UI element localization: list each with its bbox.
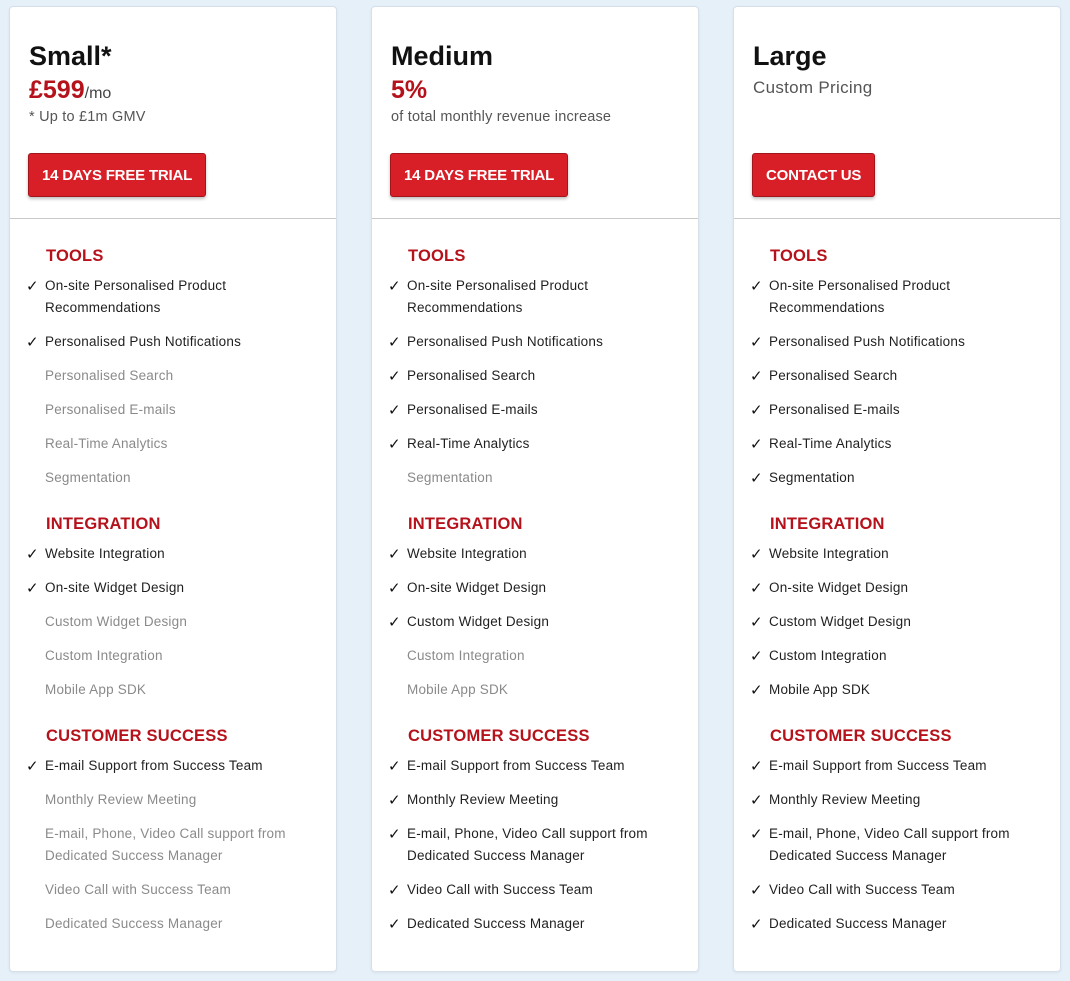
feature-label: Video Call with Success Team [769,882,955,897]
section-title: TOOLS [46,247,104,265]
section-items [372,755,698,935]
feature-item [734,365,1060,387]
section-title: INTEGRATION [770,515,885,533]
feature-label: On-site Widget Design [769,580,909,595]
check-icon: ✓ [750,881,763,899]
feature-label: Real-Time Analytics [45,436,168,451]
feature-item [372,399,698,421]
feature-item [372,913,698,935]
card-header [372,7,698,219]
check-icon: ✓ [750,791,763,809]
feature-list [372,219,698,935]
feature-label: E-mail, Phone, Video Call support from Dedicated Success Manager [45,826,286,863]
check-icon: ✓ [750,367,763,385]
section-title: CUSTOMER SUCCESS [408,727,590,745]
check-icon: ✓ [26,757,39,775]
feature-item [734,789,1060,811]
feature-label: Personalised Push Notifications [45,334,242,349]
custom-pricing-label: Custom Pricing [753,78,873,97]
feature-label: Real-Time Analytics [769,436,892,451]
feature-label: Personalised Push Notifications [769,334,966,349]
feature-label: Mobile App SDK [45,682,147,697]
check-icon: ✓ [26,277,39,295]
plan-name: Small* [29,41,112,71]
plan-price: £599 [29,76,85,104]
feature-label: On-site Personalised Product Recommendations [769,278,951,315]
check-icon: ✓ [750,613,763,631]
check-icon: ✓ [388,435,401,453]
feature-item [10,645,336,667]
feature-item [10,331,336,353]
free-trial-button[interactable]: 14 DAYS FREE TRIAL [28,153,206,197]
feature-label: Mobile App SDK [407,682,509,697]
feature-label: On-site Widget Design [45,580,185,595]
check-icon: ✓ [26,579,39,597]
feature-label: Monthly Review Meeting [45,792,197,807]
feature-label: Website Integration [769,546,889,561]
feature-item [372,543,698,565]
price-note: * Up to £1m GMV [29,109,146,125]
check-icon: ✓ [388,401,401,419]
contact-us-button[interactable]: CONTACT US [752,153,875,197]
feature-item [10,543,336,565]
pricing-card-medium [371,6,699,972]
feature-item [372,755,698,777]
card-header [10,7,336,219]
feature-item [372,789,698,811]
section-items [734,275,1060,489]
feature-label: Video Call with Success Team [45,882,231,897]
plan-name: Large [753,41,827,71]
check-icon: ✓ [750,469,763,487]
price-unit: /mo [84,85,112,102]
section-items [734,543,1060,701]
check-icon: ✓ [750,579,763,597]
feature-item [734,679,1060,701]
feature-label: E-mail, Phone, Video Call support from Dedicated Success Manager [769,826,1010,863]
feature-label: Personalised Search [45,368,174,383]
section-items [10,275,336,489]
feature-label: Personalised E-mails [769,402,900,417]
section-items [372,275,698,489]
card-header [734,7,1060,219]
feature-label: Custom Integration [407,648,525,663]
check-icon: ✓ [388,791,401,809]
feature-item [372,275,698,319]
feature-item [734,611,1060,633]
check-icon: ✓ [388,757,401,775]
pricing-card-large [733,6,1061,972]
feature-item [10,823,336,867]
feature-item [734,399,1060,421]
feature-item [734,275,1060,319]
check-icon: ✓ [388,881,401,899]
check-icon: ✓ [750,915,763,933]
feature-label: Dedicated Success Manager [407,916,585,931]
section-items [372,543,698,701]
feature-label: On-site Widget Design [407,580,547,595]
section-items [10,755,336,935]
feature-label: Real-Time Analytics [407,436,530,451]
feature-item [734,433,1060,455]
check-icon: ✓ [750,277,763,295]
check-icon: ✓ [750,647,763,665]
section-items [10,543,336,701]
feature-label: Personalised Search [407,368,536,383]
check-icon: ✓ [388,545,401,563]
feature-item [372,365,698,387]
feature-item [10,275,336,319]
section-title: INTEGRATION [46,515,161,533]
check-icon: ✓ [388,825,401,843]
check-icon: ✓ [750,401,763,419]
feature-label: Mobile App SDK [769,682,871,697]
price-note: of total monthly revenue increase [391,109,612,125]
feature-label: Custom Widget Design [769,614,912,629]
feature-item [372,879,698,901]
feature-item [10,467,336,489]
section-title: TOOLS [408,247,466,265]
check-icon: ✓ [388,915,401,933]
feature-label: Custom Integration [45,648,163,663]
feature-item [734,823,1060,867]
feature-label: Personalised E-mails [45,402,176,417]
plan-name: Medium [391,41,494,71]
feature-label: Dedicated Success Manager [45,916,223,931]
feature-label: Segmentation [407,470,493,485]
feature-item [734,331,1060,353]
check-icon: ✓ [388,367,401,385]
check-icon: ✓ [388,613,401,631]
section-title: TOOLS [770,247,828,265]
check-icon: ✓ [750,757,763,775]
feature-item [372,433,698,455]
feature-item [372,645,698,667]
feature-item [372,577,698,599]
check-icon: ✓ [26,333,39,351]
feature-item [372,467,698,489]
check-icon: ✓ [750,825,763,843]
feature-item [10,913,336,935]
feature-item [10,789,336,811]
feature-label: Segmentation [769,470,855,485]
feature-item [372,823,698,867]
feature-label: Dedicated Success Manager [769,916,947,931]
feature-item [372,331,698,353]
feature-label: Monthly Review Meeting [407,792,559,807]
feature-list [734,219,1060,935]
price-line [391,76,698,104]
feature-item [734,879,1060,901]
free-trial-button[interactable]: 14 DAYS FREE TRIAL [390,153,568,197]
section-items [734,755,1060,935]
check-icon: ✓ [388,277,401,295]
feature-item [734,913,1060,935]
feature-label: E-mail Support from Success Team [769,758,987,773]
feature-item [372,611,698,633]
pricing-card-small [9,6,337,972]
feature-item [10,755,336,777]
feature-item [734,645,1060,667]
feature-label: Video Call with Success Team [407,882,593,897]
feature-label: Website Integration [45,546,165,561]
feature-item [372,679,698,701]
price-line [29,76,336,104]
feature-label: Segmentation [45,470,131,485]
check-icon: ✓ [388,579,401,597]
feature-label: Personalised E-mails [407,402,538,417]
check-icon: ✓ [26,545,39,563]
feature-item [10,433,336,455]
feature-label: Website Integration [407,546,527,561]
feature-label: E-mail, Phone, Video Call support from Dedicated Success Manager [407,826,648,863]
feature-label: Custom Widget Design [45,614,188,629]
section-title: CUSTOMER SUCCESS [770,727,952,745]
feature-label: Personalised Search [769,368,898,383]
feature-label: Monthly Review Meeting [769,792,921,807]
check-icon: ✓ [750,333,763,351]
feature-item [734,577,1060,599]
feature-item [10,399,336,421]
plan-price: 5% [391,76,428,104]
check-icon: ✓ [750,681,763,699]
section-title: INTEGRATION [408,515,523,533]
feature-item [10,679,336,701]
feature-item [10,577,336,599]
check-icon: ✓ [388,333,401,351]
feature-label: On-site Personalised Product Recommendations [407,278,589,315]
feature-label: On-site Personalised Product Recommendations [45,278,227,315]
feature-label: E-mail Support from Success Team [407,758,625,773]
feature-label: E-mail Support from Success Team [45,758,263,773]
feature-label: Custom Integration [769,648,887,663]
feature-label: Personalised Push Notifications [407,334,604,349]
feature-item [734,755,1060,777]
check-icon: ✓ [750,435,763,453]
feature-list [10,219,336,935]
feature-item [10,611,336,633]
feature-label: Custom Widget Design [407,614,550,629]
section-title: CUSTOMER SUCCESS [46,727,228,745]
check-icon: ✓ [750,545,763,563]
feature-item [10,879,336,901]
feature-item [734,467,1060,489]
feature-item [734,543,1060,565]
feature-item [10,365,336,387]
